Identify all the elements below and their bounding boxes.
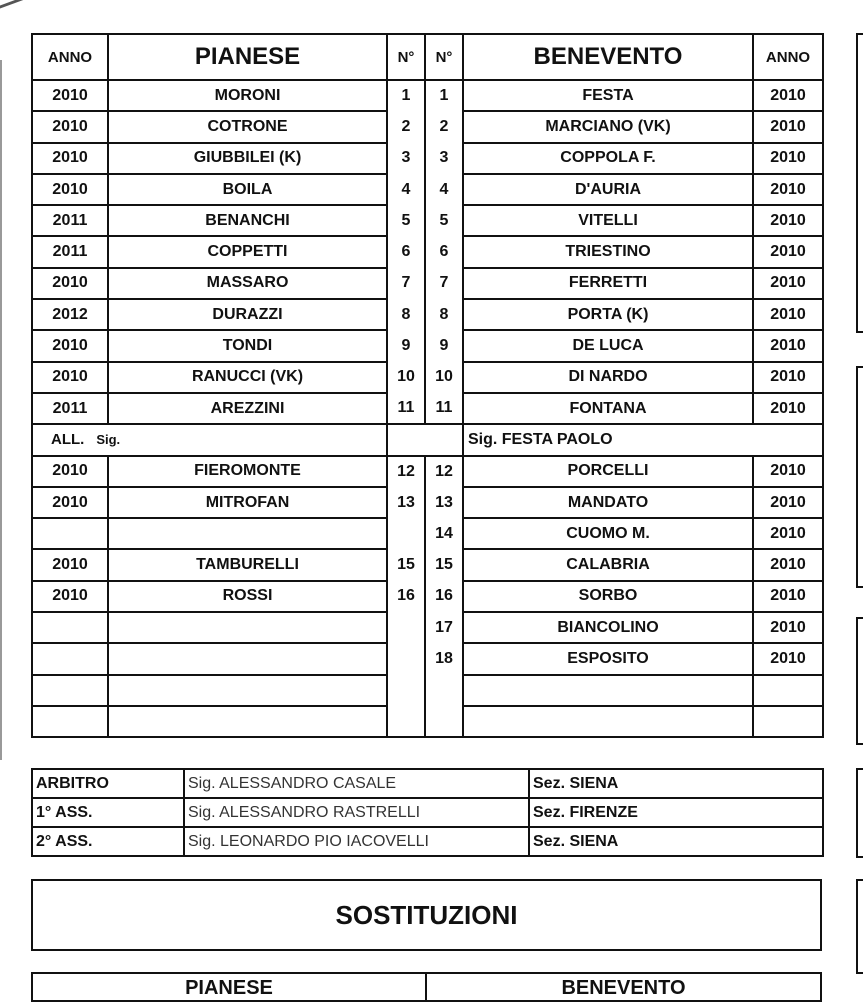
home-player-name: ROSSI (108, 581, 387, 612)
away-player-year: 2010 (753, 362, 823, 393)
bench-row (32, 706, 823, 737)
lineup-table (31, 33, 824, 738)
bench-row (32, 675, 823, 706)
home-player-year (32, 675, 108, 706)
corner-decoration (0, 0, 30, 15)
away-player-year: 2010 (753, 174, 823, 205)
substitutions-home-team: PIANESE (31, 972, 427, 1002)
away-player-number: 9 (425, 330, 463, 361)
home-player-number (387, 518, 425, 549)
home-player-name (108, 643, 387, 674)
officials-table (31, 768, 824, 857)
home-player-name (108, 706, 387, 737)
home-player-number: 7 (387, 268, 425, 299)
away-player-year: 2010 (753, 143, 823, 174)
home-player-number: 6 (387, 236, 425, 267)
home-player-name: BENANCHI (108, 205, 387, 236)
home-player-number: 16 (387, 581, 425, 612)
bench-row (32, 581, 823, 612)
home-player-year (32, 643, 108, 674)
away-player-name (463, 706, 753, 737)
away-team-name: BENEVENTO (463, 34, 753, 80)
away-player-name: SORBO (463, 581, 753, 612)
away-player-name: MARCIANO (VK) (463, 111, 753, 142)
away-player-name: ESPOSITO (463, 643, 753, 674)
official-section: Sez. FIRENZE (529, 798, 823, 827)
away-player-name: CALABRIA (463, 549, 753, 580)
starter-row (32, 330, 823, 361)
away-player-number: 8 (425, 299, 463, 330)
bench-row (32, 549, 823, 580)
adjacent-table-fragment (856, 33, 863, 333)
away-player-year: 2010 (753, 299, 823, 330)
away-player-year: 2010 (753, 549, 823, 580)
bench-row (32, 518, 823, 549)
away-player-year: 2010 (753, 205, 823, 236)
starter-row (32, 111, 823, 142)
home-player-name: MITROFAN (108, 487, 387, 518)
home-player-name (108, 518, 387, 549)
starters-section (32, 80, 823, 424)
away-player-number: 17 (425, 612, 463, 643)
home-player-year: 2010 (32, 111, 108, 142)
home-player-name: AREZZINI (108, 393, 387, 424)
starter-row (32, 299, 823, 330)
away-player-number: 7 (425, 268, 463, 299)
home-coach-label: ALL. (51, 431, 85, 449)
starter-row (32, 362, 823, 393)
coaches-number-spacer (387, 424, 463, 455)
away-player-number: 11 (425, 393, 463, 424)
starter-row (32, 393, 823, 424)
home-player-number: 15 (387, 549, 425, 580)
away-player-year: 2010 (753, 393, 823, 424)
number-header-left: N° (387, 34, 425, 80)
official-row (32, 827, 823, 856)
official-name: Sig. LEONARDO PIO IACOVELLI (184, 827, 529, 856)
adjacent-table-fragment (856, 366, 863, 588)
bench-row (32, 612, 823, 643)
bench-row (32, 456, 823, 487)
official-role: 1° ASS. (32, 798, 184, 827)
away-player-year: 2010 (753, 268, 823, 299)
home-player-number: 5 (387, 205, 425, 236)
away-player-year (753, 706, 823, 737)
home-player-year: 2010 (32, 549, 108, 580)
away-player-year (753, 675, 823, 706)
away-player-year: 2010 (753, 643, 823, 674)
year-header-left: ANNO (32, 34, 108, 80)
home-player-name: GIUBBILEI (K) (108, 143, 387, 174)
away-player-name: COPPOLA F. (463, 143, 753, 174)
home-player-name: DURAZZI (108, 299, 387, 330)
home-player-name: COPPETTI (108, 236, 387, 267)
home-player-name (108, 675, 387, 706)
home-player-year: 2011 (32, 393, 108, 424)
home-player-name: TAMBURELLI (108, 549, 387, 580)
lineup-header-row (32, 34, 823, 80)
starter-row (32, 174, 823, 205)
away-player-name: PORTA (K) (463, 299, 753, 330)
home-player-year: 2010 (32, 268, 108, 299)
bench-section (32, 456, 823, 738)
home-team-name: PIANESE (108, 34, 387, 80)
home-player-name: BOILA (108, 174, 387, 205)
official-row (32, 769, 823, 798)
away-player-name: DE LUCA (463, 330, 753, 361)
away-player-number: 15 (425, 549, 463, 580)
away-player-number: 13 (425, 487, 463, 518)
home-player-number: 2 (387, 111, 425, 142)
adjacent-table-fragment (856, 879, 863, 974)
home-player-year: 2011 (32, 236, 108, 267)
home-player-year (32, 706, 108, 737)
home-player-name: RANUCCI (VK) (108, 362, 387, 393)
away-player-name: FERRETTI (463, 268, 753, 299)
away-player-name: TRIESTINO (463, 236, 753, 267)
away-player-year: 2010 (753, 612, 823, 643)
away-player-number (425, 706, 463, 737)
home-player-number: 12 (387, 456, 425, 487)
home-player-year: 2010 (32, 80, 108, 111)
away-player-name: FESTA (463, 80, 753, 111)
home-player-year: 2010 (32, 362, 108, 393)
away-player-number: 4 (425, 174, 463, 205)
away-player-number: 10 (425, 362, 463, 393)
home-player-number: 10 (387, 362, 425, 393)
away-player-number: 5 (425, 205, 463, 236)
home-coach-name: Sig. (96, 432, 121, 448)
away-player-number: 2 (425, 111, 463, 142)
away-player-name: DI NARDO (463, 362, 753, 393)
official-section: Sez. SIENA (529, 827, 823, 856)
adjacent-edge-fragment (0, 60, 2, 760)
away-player-name: VITELLI (463, 205, 753, 236)
home-player-year: 2010 (32, 143, 108, 174)
adjacent-table-fragment (856, 768, 863, 858)
away-coach-name: Sig. FESTA PAOLO (463, 424, 823, 455)
away-player-year: 2010 (753, 518, 823, 549)
home-player-number: 1 (387, 80, 425, 111)
away-player-name (463, 675, 753, 706)
official-name: Sig. ALESSANDRO RASTRELLI (184, 798, 529, 827)
away-player-year: 2010 (753, 111, 823, 142)
home-player-number (387, 706, 425, 737)
away-player-name: BIANCOLINO (463, 612, 753, 643)
home-player-name: TONDI (108, 330, 387, 361)
away-player-name: FONTANA (463, 393, 753, 424)
home-player-name: MASSARO (108, 268, 387, 299)
adjacent-table-fragment (856, 617, 863, 745)
home-player-name: FIEROMONTE (108, 456, 387, 487)
home-player-number (387, 675, 425, 706)
away-player-year: 2010 (753, 80, 823, 111)
away-player-number: 1 (425, 80, 463, 111)
away-player-number (425, 675, 463, 706)
away-player-number: 18 (425, 643, 463, 674)
home-player-number: 11 (387, 393, 425, 424)
away-player-number: 16 (425, 581, 463, 612)
away-player-year: 2010 (753, 456, 823, 487)
home-player-year: 2010 (32, 456, 108, 487)
official-role: ARBITRO (32, 769, 184, 798)
home-player-year (32, 612, 108, 643)
bench-row (32, 487, 823, 518)
home-player-number: 4 (387, 174, 425, 205)
home-player-year: 2010 (32, 174, 108, 205)
away-player-number: 14 (425, 518, 463, 549)
number-header-right: N° (425, 34, 463, 80)
away-player-year: 2010 (753, 330, 823, 361)
bench-row (32, 643, 823, 674)
home-player-name: COTRONE (108, 111, 387, 142)
official-section: Sez. SIENA (529, 769, 823, 798)
home-player-name (108, 612, 387, 643)
home-player-number: 13 (387, 487, 425, 518)
official-name: Sig. ALESSANDRO CASALE (184, 769, 529, 798)
home-player-year: 2012 (32, 299, 108, 330)
official-role: 2° ASS. (32, 827, 184, 856)
starter-row (32, 143, 823, 174)
substitutions-title: SOSTITUZIONI (31, 879, 822, 951)
home-player-year (32, 518, 108, 549)
starter-row (32, 268, 823, 299)
home-player-number (387, 643, 425, 674)
home-player-name: MORONI (108, 80, 387, 111)
home-player-number: 9 (387, 330, 425, 361)
home-player-number: 8 (387, 299, 425, 330)
away-player-year: 2010 (753, 487, 823, 518)
home-coach-cell (32, 424, 387, 455)
coaches-section (32, 424, 823, 455)
away-player-name: MANDATO (463, 487, 753, 518)
year-header-right: ANNO (753, 34, 823, 80)
away-player-year: 2010 (753, 581, 823, 612)
home-player-year: 2011 (32, 205, 108, 236)
coaches-row (32, 424, 823, 455)
substitutions-away-team: BENEVENTO (425, 972, 822, 1002)
home-player-year: 2010 (32, 487, 108, 518)
home-player-year: 2010 (32, 330, 108, 361)
home-player-year: 2010 (32, 581, 108, 612)
away-player-number: 12 (425, 456, 463, 487)
starter-row (32, 205, 823, 236)
home-player-number (387, 612, 425, 643)
home-player-number: 3 (387, 143, 425, 174)
starter-row (32, 236, 823, 267)
official-row (32, 798, 823, 827)
away-player-name: PORCELLI (463, 456, 753, 487)
starter-row (32, 80, 823, 111)
away-player-name: CUOMO M. (463, 518, 753, 549)
away-player-number: 3 (425, 143, 463, 174)
away-player-year: 2010 (753, 236, 823, 267)
away-player-number: 6 (425, 236, 463, 267)
away-player-name: D'AURIA (463, 174, 753, 205)
